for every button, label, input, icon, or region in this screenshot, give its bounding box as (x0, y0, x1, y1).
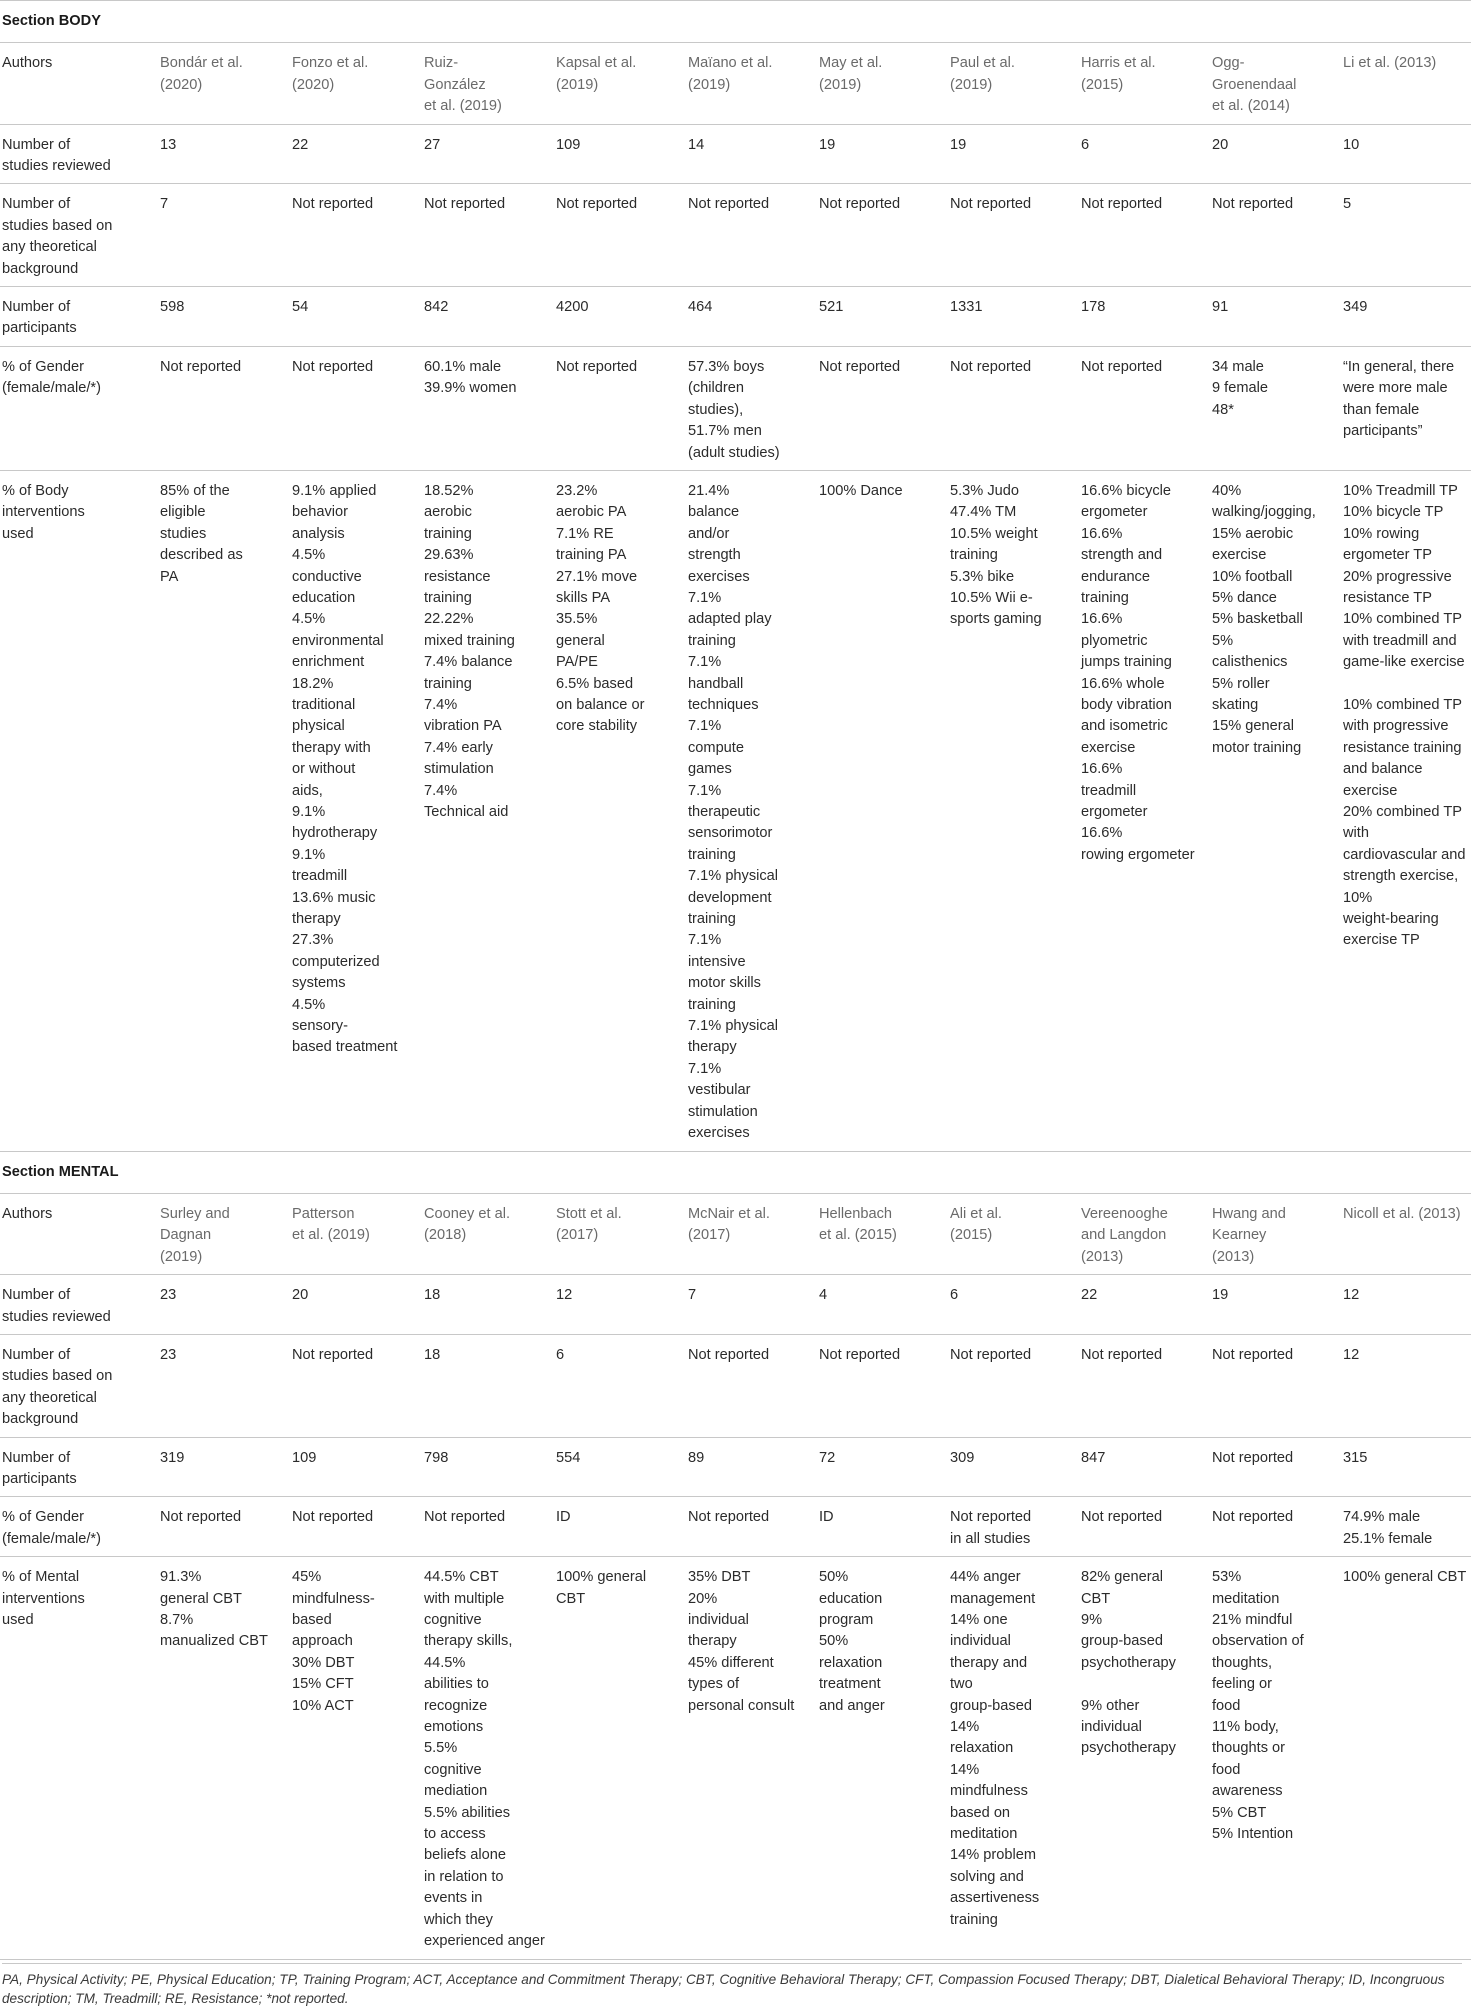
author-cell: Paul et al. (2019) (948, 43, 1079, 124)
table-cell: 27 (422, 124, 554, 184)
table-cell: 13 (158, 124, 290, 184)
table-cell: 60.1% male 39.9% women (422, 346, 554, 470)
table-cell: Not reported (290, 1497, 422, 1557)
table-cell: Not reported (817, 184, 948, 287)
table-cell: 35% DBT 20% individual therapy 45% different types of personal consult (686, 1557, 817, 1959)
section-title-section-body: Section BODY (0, 1, 1471, 43)
author-cell: Ruiz- González et al. (2019) (422, 43, 554, 124)
table-cell: 349 (1341, 287, 1471, 347)
table-cell: Not reported (686, 184, 817, 287)
table-cell: 7 (158, 184, 290, 287)
table-cell: Not reported (948, 346, 1079, 470)
table-cell: 19 (1210, 1275, 1341, 1335)
row-label: % of Gender (female/male/*) (0, 346, 158, 470)
table-cell: Not reported (1079, 184, 1210, 287)
table-cell: 798 (422, 1437, 554, 1497)
table-cell: 34 male 9 female 48* (1210, 346, 1341, 470)
table-cell: 50% education program 50% relaxation treatment and anger (817, 1557, 948, 1959)
table-cell: Not reported (948, 1334, 1079, 1437)
table-cell: 21.4% balance and/or strength exercises 7.1% adapted play training 7.1% handball techniques 7.1% compute games 7.1% therapeutic sensorimotor training 7.1% physical development training 7.1% intensive motor skills training 7.1% physical therapy 7.1% vestibular stimulation exercises (686, 470, 817, 1151)
table-cell: 7 (686, 1275, 817, 1335)
table-cell: Not reported (686, 1497, 817, 1557)
table-cell: Not reported (422, 184, 554, 287)
author-cell: McNair et al. (2017) (686, 1193, 817, 1274)
table-cell: 53% meditation 21% mindful observation of thoughts, feeling or food 11% body, thoughts or food awareness 5% CBT 5% Intention (1210, 1557, 1341, 1959)
table-cell: 598 (158, 287, 290, 347)
table-row (0, 346, 1471, 470)
author-cell: May et al. (2019) (817, 43, 948, 124)
table-cell: 315 (1341, 1437, 1471, 1497)
table-cell: Not reported (554, 184, 686, 287)
table-cell: Not reported (158, 1497, 290, 1557)
table-cell: Not reported (554, 346, 686, 470)
table-cell: 109 (290, 1437, 422, 1497)
table-cell: 1331 (948, 287, 1079, 347)
table-cell: Not reported (948, 184, 1079, 287)
section-header-row (0, 1151, 1471, 1193)
author-cell: Ali et al. (2015) (948, 1193, 1079, 1274)
table-cell: Not reported (422, 1497, 554, 1557)
table-cell: 10 (1341, 124, 1471, 184)
table-cell: Not reported (158, 346, 290, 470)
table-row (0, 1437, 1471, 1497)
section-title-section-mental: Section MENTAL (0, 1151, 1471, 1193)
table-cell: Not reported in all studies (948, 1497, 1079, 1557)
table-cell: 5.3% Judo 47.4% TM 10.5% weight training 5.3% bike 10.5% Wii e- sports gaming (948, 470, 1079, 1151)
table-row (0, 124, 1471, 184)
table-cell: 44% anger management 14% one individual therapy and two group-based 14% relaxation 14% mindfulness based on meditation 14% problem solving and assertiveness training (948, 1557, 1079, 1959)
table-cell: 309 (948, 1437, 1079, 1497)
table-cell: Not reported (290, 1334, 422, 1437)
row-label: Number of participants (0, 1437, 158, 1497)
author-cell: Surley and Dagnan (2019) (158, 1193, 290, 1274)
table-cell: 16.6% bicycle ergometer 16.6% strength and endurance training 16.6% plyometric jumps training 16.6% whole body vibration and isometric exercise 16.6% treadmill ergometer 16.6% rowing ergometer (1079, 470, 1210, 1151)
table-cell: Not reported (1210, 1334, 1341, 1437)
table-cell: 100% Dance (817, 470, 948, 1151)
author-cell: Fonzo et al. (2020) (290, 43, 422, 124)
row-label: % of Mental interventions used (0, 1557, 158, 1959)
table-cell: Not reported (290, 346, 422, 470)
table-cell: 9.1% applied behavior analysis 4.5% conductive education 4.5% environmental enrichment 18.2% traditional physical therapy with or without aids, 9.1% hydrotherapy 9.1% treadmill 13.6% music therapy 27.3% computerized systems 4.5% sensory- based treatment (290, 470, 422, 1151)
table-cell: 178 (1079, 287, 1210, 347)
table-cell: Not reported (1210, 1497, 1341, 1557)
table-cell: 6 (1079, 124, 1210, 184)
table-cell: 847 (1079, 1437, 1210, 1497)
table-row (0, 1334, 1471, 1437)
table-cell: 12 (554, 1275, 686, 1335)
author-cell: Kapsal et al. (2019) (554, 43, 686, 124)
table-row (0, 1557, 1471, 1959)
author-cell: Hwang and Kearney (2013) (1210, 1193, 1341, 1274)
table-cell: 464 (686, 287, 817, 347)
table-cell: 19 (948, 124, 1079, 184)
table-cell: 91.3% general CBT 8.7% manualized CBT (158, 1557, 290, 1959)
table-cell: 5 (1341, 184, 1471, 287)
author-cell: Cooney et al. (2018) (422, 1193, 554, 1274)
table-cell: Not reported (817, 346, 948, 470)
table-cell: Not reported (290, 184, 422, 287)
table-cell: ID (554, 1497, 686, 1557)
table-cell: 6 (948, 1275, 1079, 1335)
table-cell: 23 (158, 1275, 290, 1335)
table-cell: “In general, there were more male than female participants” (1341, 346, 1471, 470)
table-cell: 842 (422, 287, 554, 347)
table-cell: 45% mindfulness- based approach 30% DBT 15% CFT 10% ACT (290, 1557, 422, 1959)
table-cell: 10% Treadmill TP 10% bicycle TP 10% rowing ergometer TP 20% progressive resistance TP 10% combined TP with treadmill and game-like exercise 10% combined TP with progressive resistance training and balance exercise 20% combined TP with cardiovascular and strength exercise, 10% weight-bearing exercise TP (1341, 470, 1471, 1151)
author-cell: Li et al. (2013) (1341, 43, 1471, 124)
table-cell: 4 (817, 1275, 948, 1335)
row-label: Authors (0, 1193, 158, 1274)
table-cell: ID (817, 1497, 948, 1557)
table-cell: Not reported (1210, 1437, 1341, 1497)
author-cell: Bondár et al. (2020) (158, 43, 290, 124)
table-cell: Not reported (686, 1334, 817, 1437)
row-label: % of Body interventions used (0, 470, 158, 1151)
table-cell: 54 (290, 287, 422, 347)
table-cell: 554 (554, 1437, 686, 1497)
section-header-row (0, 1, 1471, 43)
table-cell: 12 (1341, 1334, 1471, 1437)
table-cell: 100% general CBT (1341, 1557, 1471, 1959)
author-cell: Patterson et al. (2019) (290, 1193, 422, 1274)
author-cell: Ogg- Groenendaal et al. (2014) (1210, 43, 1341, 124)
table-cell: 12 (1341, 1275, 1471, 1335)
author-cell: Vereenooghe and Langdon (2013) (1079, 1193, 1210, 1274)
author-cell: Hellenbach et al. (2015) (817, 1193, 948, 1274)
table-cell: 18 (422, 1275, 554, 1335)
table-cell: Not reported (1079, 1334, 1210, 1437)
table-cell: 72 (817, 1437, 948, 1497)
row-label: % of Gender (female/male/*) (0, 1497, 158, 1557)
table-cell: Not reported (1079, 1497, 1210, 1557)
table-cell: 23.2% aerobic PA 7.1% RE training PA 27.1% move skills PA 35.5% general PA/PE 6.5% based on balance or core stability (554, 470, 686, 1151)
table-cell: 91 (1210, 287, 1341, 347)
table-cell: 57.3% boys (children studies), 51.7% men (adult studies) (686, 346, 817, 470)
table-cell: 22 (290, 124, 422, 184)
table-cell: 319 (158, 1437, 290, 1497)
table-cell: 74.9% male 25.1% female (1341, 1497, 1471, 1557)
table-row (0, 287, 1471, 347)
table-cell: 109 (554, 124, 686, 184)
author-cell: Maïano et al. (2019) (686, 43, 817, 124)
table-row (0, 1193, 1471, 1274)
table-cell: 100% general CBT (554, 1557, 686, 1959)
row-label: Number of studies reviewed (0, 124, 158, 184)
row-label: Number of studies reviewed (0, 1275, 158, 1335)
table-row (0, 184, 1471, 287)
table-footnote: PA, Physical Activity; PE, Physical Education; TP, Training Program; ACT, Acceptance and Commitment Therapy; CBT, Cognitive Behavioral Therapy; CFT, Compassion Focused Therapy; DBT, Dialetical Behavioral Therapy; ID, Incongruous description; TM, Treadmill; RE, Resistance; *not reported. (2, 1963, 1462, 2008)
table-cell: 20 (290, 1275, 422, 1335)
table-cell: 20 (1210, 124, 1341, 184)
table-row (0, 43, 1471, 124)
table-row (0, 1497, 1471, 1557)
table-cell: 40% walking/jogging, 15% aerobic exercise 10% football 5% dance 5% basketball 5% calisthenics 5% roller skating 15% general motor training (1210, 470, 1341, 1151)
table-cell: 89 (686, 1437, 817, 1497)
table-row (0, 1275, 1471, 1335)
table-cell: 18 (422, 1334, 554, 1437)
table-cell: Not reported (817, 1334, 948, 1437)
table-cell: Not reported (1210, 184, 1341, 287)
table-cell: 521 (817, 287, 948, 347)
row-label: Number of participants (0, 287, 158, 347)
table-cell: 18.52% aerobic training 29.63% resistance training 22.22% mixed training 7.4% balance training 7.4% vibration PA 7.4% early stimulation 7.4% Technical aid (422, 470, 554, 1151)
row-label: Number of studies based on any theoretical background (0, 184, 158, 287)
table-cell: 14 (686, 124, 817, 184)
row-label: Authors (0, 43, 158, 124)
table-body (0, 1, 1471, 1960)
table-cell: 23 (158, 1334, 290, 1437)
table-cell: 4200 (554, 287, 686, 347)
table-cell: Not reported (1079, 346, 1210, 470)
table-cell: 82% general CBT 9% group-based psychotherapy 9% other individual psychotherapy (1079, 1557, 1210, 1959)
author-cell: Stott et al. (2017) (554, 1193, 686, 1274)
table-cell: 22 (1079, 1275, 1210, 1335)
table-cell: 44.5% CBT with multiple cognitive therapy skills, 44.5% abilities to recognize emotions 5.5% cognitive mediation 5.5% abilities to access beliefs alone in relation to events in which they experienced anger (422, 1557, 554, 1959)
author-cell: Nicoll et al. (2013) (1341, 1193, 1471, 1274)
table-row (0, 470, 1471, 1151)
table-cell: 85% of the eligible studies described as PA (158, 470, 290, 1151)
table-cell: 19 (817, 124, 948, 184)
row-label: Number of studies based on any theoretical background (0, 1334, 158, 1437)
table-cell: 6 (554, 1334, 686, 1437)
author-cell: Harris et al. (2015) (1079, 43, 1210, 124)
